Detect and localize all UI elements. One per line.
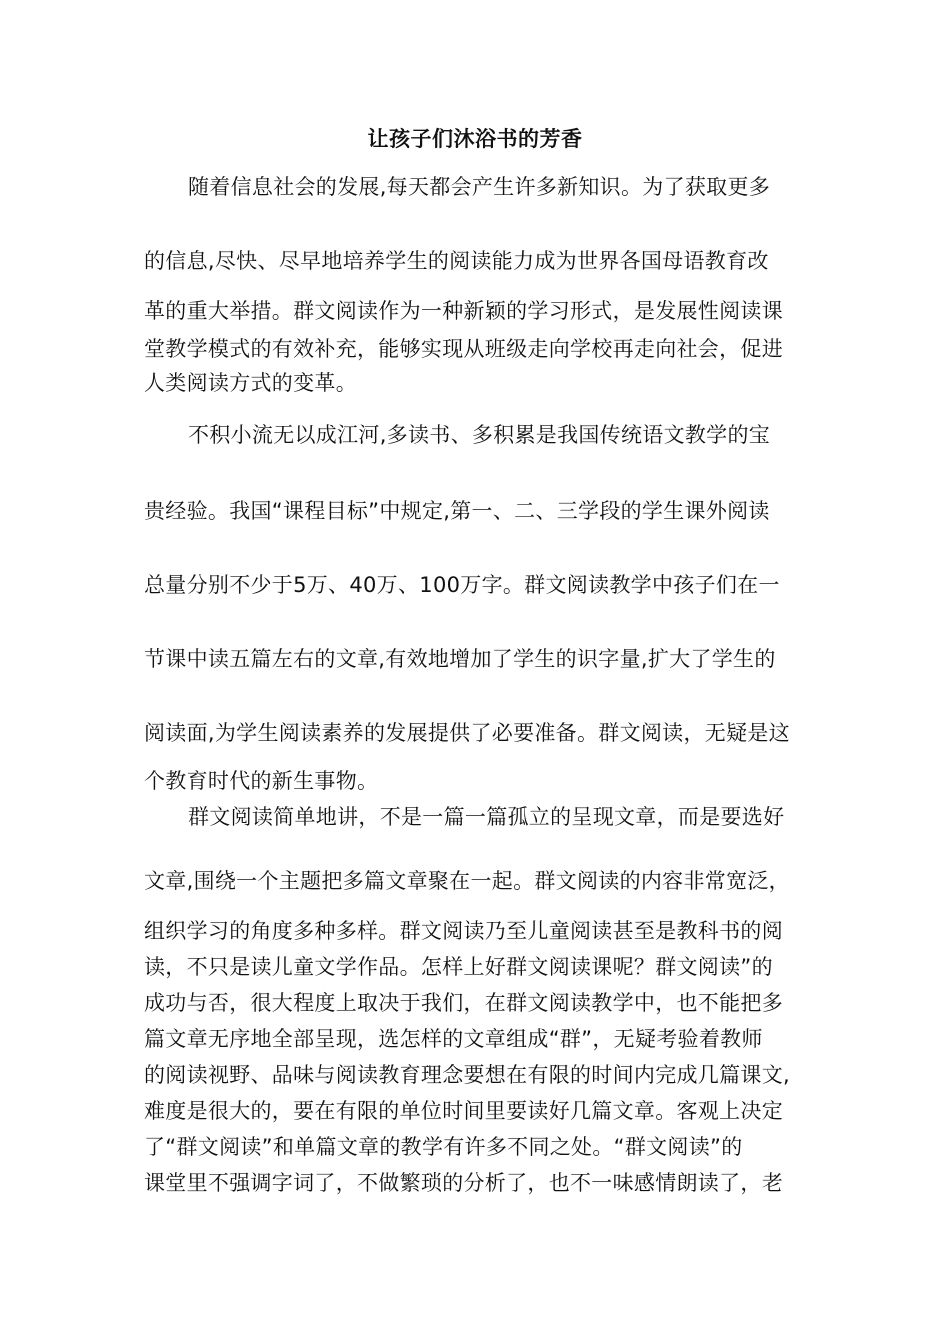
paragraph-line: 群文阅读简单地讲，不是一篇一篇孤立的呈现文章，而是要选好 [188, 805, 785, 829]
paragraph-line: 节课中读五篇左右的文章,有效地增加了学生的识字量,扩大了学生的 [144, 647, 776, 671]
paragraph-line: 随着信息社会的发展,每天都会产生许多新知识。为了获取更多 [188, 175, 771, 199]
paragraph-line: 贵经验。我国“课程目标”中规定,第一、二、三学段的学生课外阅读 [144, 499, 770, 523]
paragraph-line: 阅读面,为学生阅读素养的发展提供了必要准备。群文阅读，无疑是这 [144, 721, 790, 745]
paragraph-line: 课堂里不强调字词了，不做繁琐的分析了，也不一味感情朗读了，老 [144, 1171, 783, 1195]
paragraph-line: 人类阅读方式的变革。 [144, 371, 357, 395]
paragraph-line: 成功与否，很大程度上取决于我们，在群文阅读教学中，也不能把多 [144, 991, 783, 1015]
paragraph-line: 个教育时代的新生事物。 [144, 769, 379, 793]
paragraph-line: 堂教学模式的有效补充，能够实现从班级走向学校再走向社会，促进 [144, 337, 783, 361]
paragraph-line: 读，不只是读儿童文学作品。怎样上好群文阅读课呢？群文阅读”的 [144, 955, 773, 979]
paragraph-line: 了“群文阅读”和单篇文章的教学有许多不同之处。“群文阅读”的 [144, 1135, 743, 1159]
paragraph-line: 的信息,尽快、尽早地培养学生的阅读能力成为世界各国母语教育改 [144, 249, 769, 273]
paragraph-line: 不积小流无以成江河,多读书、多积累是我国传统语文教学的宝 [188, 423, 771, 447]
paragraph-line: 总量分别不少于5万、40万、100万字。群文阅读教学中孩子们在一 [144, 573, 780, 597]
paragraph-line: 组织学习的角度多种多样。群文阅读乃至儿童阅读甚至是教科书的阅 [144, 919, 783, 943]
paragraph-line: 文章,围绕一个主题把多篇文章聚在一起。群文阅读的内容非常宽泛， [144, 869, 790, 893]
document-title: 让孩子们沐浴书的芳香 [367, 127, 583, 151]
paragraph-line: 篇文章无序地全部呈现，选怎样的文章组成“群”，无疑考验着教师 [144, 1027, 763, 1051]
paragraph-line: 革的重大举措。群文阅读作为一种新颖的学习形式，是发展性阅读课 [144, 299, 783, 323]
paragraph-line: 的阅读视野、品味与阅读教育理念要想在有限的时间内完成几篇课文, [144, 1063, 790, 1087]
paragraph-line: 难度是很大的，要在有限的单位时间里要读好几篇文章。客观上决定 [144, 1099, 783, 1123]
